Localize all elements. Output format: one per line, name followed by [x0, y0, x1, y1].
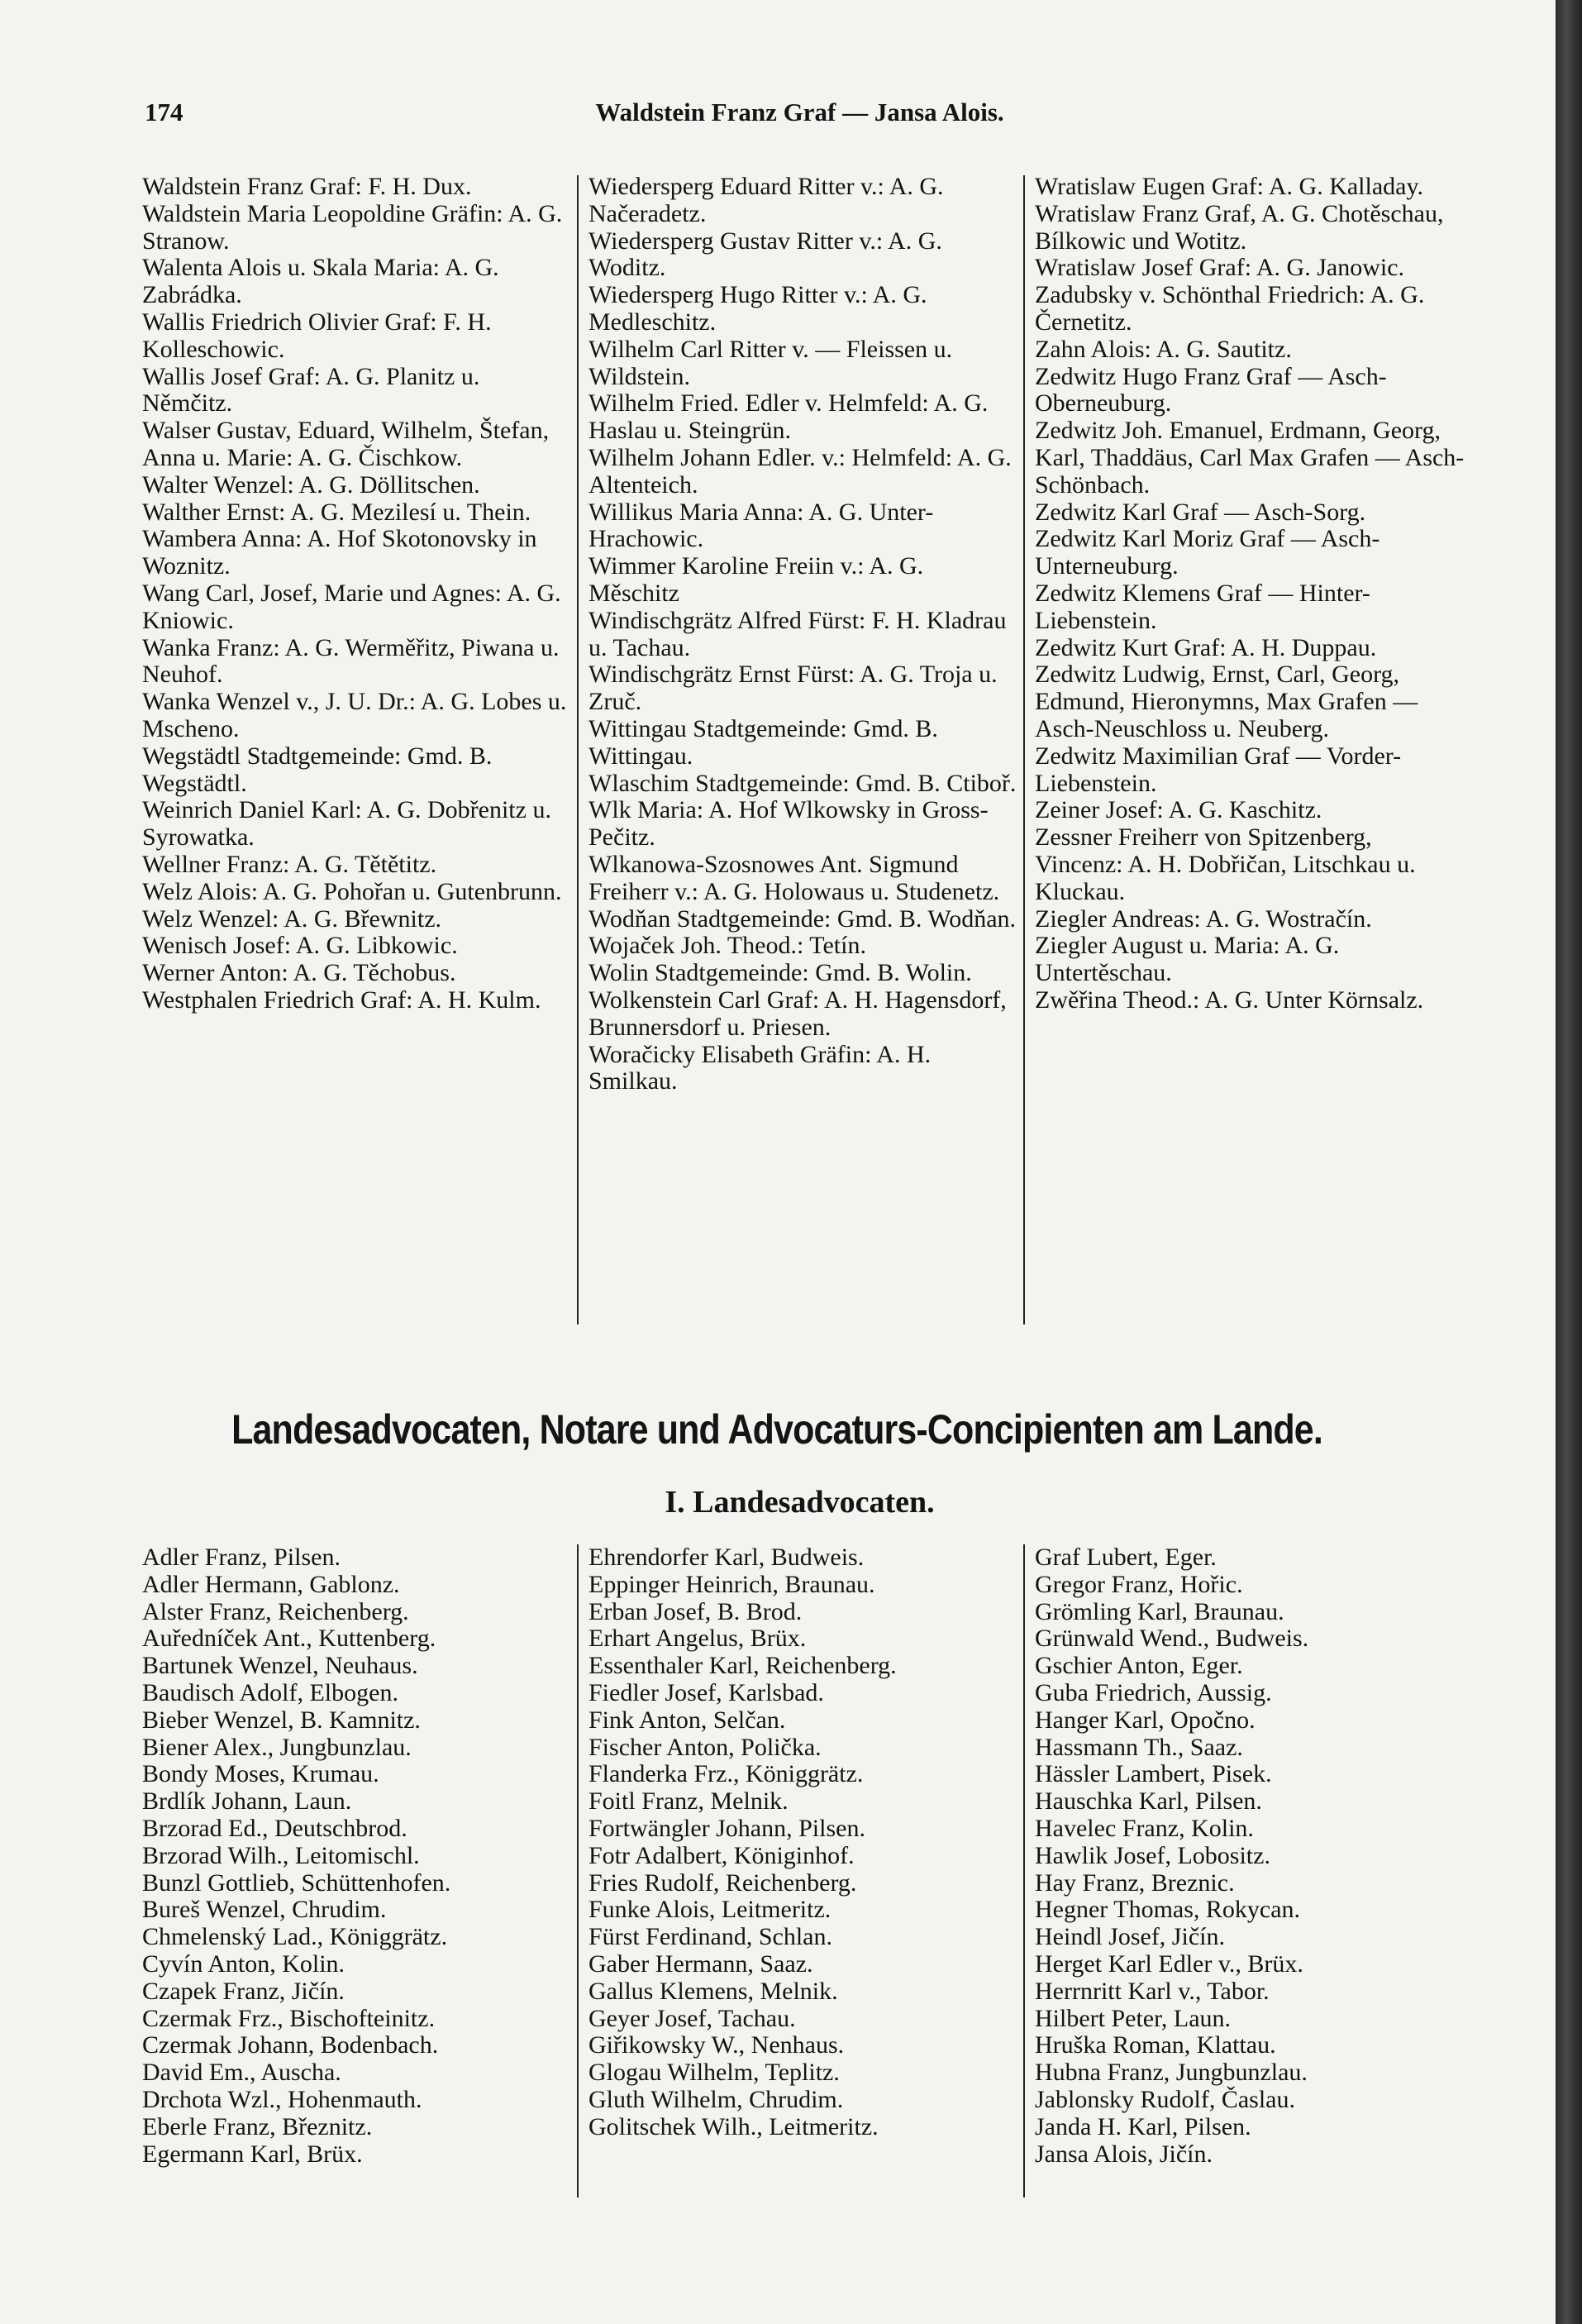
register-entry: Werner Anton: A. G. Těchobus. [142, 959, 456, 987]
register-entry: Wanka Franz: A. G. Werměřitz, Piwana u. Neuhof. [142, 633, 560, 689]
register-entry: Windischgrätz Ernst Fürst: A. G. Troja u. Zruč. [588, 661, 998, 716]
register-entry: Zadubsky v. Schönthal Friedrich: A. G. Černetitz. [1035, 281, 1425, 336]
register-entry: Auředníček Ant., Kuttenberg. [142, 1625, 436, 1653]
register-entry: Czermak Johann, Bodenbach. [142, 2031, 439, 2059]
register-entry: Walther Ernst: A. G. Mezilesí u. Thein. [142, 498, 531, 526]
register-entry: Zedwitz Karl Moriz Graf — Asch-Unterneuburg. [1035, 525, 1380, 580]
register-entry: Essenthaler Karl, Reichenberg. [588, 1652, 897, 1680]
register-entry: David Em., Auscha. [142, 2059, 341, 2087]
register-entry: Hassmann Th., Saaz. [1035, 1733, 1243, 1761]
register-entry: Zedwitz Maximilian Graf — Vorder-Liebenstein. [1035, 742, 1402, 797]
register-entry: Waldstein Franz Graf: F. H. Dux. [142, 173, 472, 200]
register-entry: Ehrendorfer Karl, Budweis. [588, 1544, 865, 1571]
register-entry: Grömling Karl, Braunau. [1035, 1597, 1284, 1625]
register-entry: Bureš Wenzel, Chrudim. [142, 1896, 387, 1924]
register-entry: Gschier Anton, Eger. [1035, 1652, 1243, 1680]
register-entry: Havelec Franz, Kolin. [1035, 1814, 1254, 1842]
column-divider [577, 1544, 579, 2198]
register-entry: Foitl Franz, Melnik. [588, 1787, 789, 1816]
register-entry: Heindl Josef, Jičín. [1035, 1923, 1225, 1951]
register-entry: Gluth Wilhelm, Chrudim. [588, 2085, 844, 2113]
register-entry: Zedwitz Ludwig, Ernst, Carl, Georg, Edmund, Hieronymns, Max Grafen — Asch-Neuschloss u. Neuberg. [1035, 661, 1418, 742]
register-entry: Fortwängler Johann, Pilsen. [588, 1814, 865, 1842]
advocate-column-2 [588, 1544, 1018, 2141]
register-entry: Walter Wenzel: A. G. Döllitschen. [142, 470, 480, 499]
register-entry: Wratislaw Eugen Graf: A. G. Kalladay. [1035, 173, 1424, 200]
column-divider [577, 175, 579, 1324]
register-entry: Bondy Moses, Krumau. [142, 1760, 379, 1788]
page-header [145, 98, 1455, 136]
register-entry: Wlkanowa-Szosnowes Ant. Sigmund Freiherr v.: A. G. Holowaus u. Studenetz. [588, 850, 1000, 905]
register-entry: Woračicky Elisabeth Gräfin: A. H. Smilkau. [588, 1040, 932, 1095]
register-entry: Zedwitz Hugo Franz Graf — Asch-Oberneuburg. [1035, 362, 1387, 418]
register-entry: Walenta Alois u. Skala Maria: A. G. Zabrádka. [142, 254, 499, 309]
register-entry: Hawlik Josef, Lobositz. [1035, 1841, 1270, 1869]
register-entry: Zahn Alois: A. G. Sautitz. [1035, 335, 1292, 363]
register-entry: Egermann Karl, Brüx. [142, 2140, 363, 2168]
register-entry: Geyer Josef, Tachau. [588, 2004, 796, 2032]
register-entry: Chmelenský Lad., Königgrätz. [142, 1923, 448, 1951]
register-entry: Funke Alois, Leitmeritz. [588, 1896, 832, 1924]
register-entry: Hilbert Peter, Laun. [1035, 2004, 1232, 2032]
register-entry: Bieber Wenzel, B. Kamnitz. [142, 1706, 421, 1734]
register-entry: Wodňan Stadtgemeinde: Gmd. B. Wodňan. [588, 904, 1017, 933]
register-entry: Wang Carl, Josef, Marie und Agnes: A. G. Kniowic. [142, 579, 561, 634]
register-entry: Gaber Hermann, Saaz. [588, 1949, 813, 1978]
register-entry: Wojaček Joh. Theod.: Tetín. [588, 932, 866, 960]
register-entry: Fürst Ferdinand, Schlan. [588, 1923, 832, 1951]
register-entry: Czapek Franz, Jičín. [142, 1977, 345, 2005]
register-entry: Guba Friedrich, Aussig. [1035, 1678, 1272, 1706]
advocate-column-3 [1035, 1544, 1465, 2168]
register-entry: Adler Hermann, Gablonz. [142, 1570, 400, 1598]
register-entry: Westphalen Friedrich Graf: A. H. Kulm. [142, 985, 541, 1014]
register-entry: Wiedersperg Gustav Ritter v.: A. G. Woditz. [588, 227, 942, 282]
subsection-title: I. Landesadvocaten. [665, 1485, 935, 1520]
register-entry: Jablonsky Rudolf, Časlau. [1035, 2085, 1295, 2113]
register-entry: Fiedler Josef, Karlsbad. [588, 1678, 824, 1706]
register-column-1 [142, 174, 574, 1014]
register-entry: Willikus Maria Anna: A. G. Unter-Hrachowic. [588, 498, 934, 553]
register-entry: Hay Franz, Breznic. [1035, 1868, 1235, 1897]
register-entry: Welz Wenzel: A. G. Břewnitz. [142, 904, 442, 933]
register-entry: Zedwitz Karl Graf — Asch-Sorg. [1035, 498, 1366, 526]
register-entry: Zedwitz Joh. Emanuel, Erdmann, Georg, Karl, Thaddäus, Carl Max Grafen — Asch-Schönbach. [1035, 417, 1465, 499]
register-entry: Fischer Anton, Polička. [588, 1733, 822, 1761]
section-title: Landesadvocaten, Notare und Advocaturs-Concipienten am Lande. [231, 1406, 1322, 1453]
register-entry: Wenisch Josef: A. G. Libkowic. [142, 932, 458, 960]
register-entry: Giřikowsky W., Nenhaus. [588, 2031, 845, 2059]
register-entry: Wallis Josef Graf: A. G. Planitz u. Němčitz. [142, 362, 480, 418]
register-entry: Grünwald Wend., Budweis. [1035, 1625, 1309, 1653]
register-entry: Herget Karl Edler v., Brüx. [1035, 1949, 1303, 1978]
register-entry: Fotr Adalbert, Königinhof. [588, 1841, 855, 1869]
register-entry: Gregor Franz, Hořic. [1035, 1570, 1243, 1598]
register-entry: Wallis Friedrich Olivier Graf: F. H. Kolleschowic. [142, 308, 492, 363]
register-entry: Wiedersperg Eduard Ritter v.: A. G. Načeradetz. [588, 173, 944, 227]
register-entry: Zessner Freiherr von Spitzenberg, Vincenz: A. H. Dobřičan, Litschkau u. Kluckau. [1035, 823, 1416, 905]
register-entry: Zedwitz Kurt Graf: A. H. Duppau. [1035, 633, 1377, 661]
register-entry: Jansa Alois, Jičín. [1035, 2140, 1213, 2168]
register-entry: Hauschka Karl, Pilsen. [1035, 1787, 1262, 1816]
register-entry: Wittingau Stadtgemeinde: Gmd. B. Wittingau. [588, 714, 938, 770]
register-entry: Wlk Maria: A. Hof Wlkowsky in Gross-Pečitz. [588, 796, 989, 852]
register-entry: Erban Josef, B. Brod. [588, 1597, 803, 1625]
register-entry: Herrnritt Karl v., Tabor. [1035, 1977, 1270, 2005]
register-entry: Flanderka Frz., Königgrätz. [588, 1760, 864, 1788]
register-entry: Fries Rudolf, Reichenberg. [588, 1868, 857, 1897]
register-entry: Wiedersperg Hugo Ritter v.: A. G. Medleschitz. [588, 281, 927, 336]
register-entry: Gallus Klemens, Melnik. [588, 1977, 838, 2005]
register-entry: Brzorad Ed., Deutschbrod. [142, 1814, 407, 1842]
register-entry: Adler Franz, Pilsen. [142, 1544, 341, 1571]
column-divider [1023, 1544, 1025, 2198]
column-divider [1023, 175, 1025, 1324]
register-entry: Alster Franz, Reichenberg. [142, 1597, 409, 1625]
register-entry: Zeiner Josef: A. G. Kaschitz. [1035, 796, 1322, 824]
register-entry: Wilhelm Fried. Edler v. Helmfeld: A. G. Haslau u. Steingrün. [588, 389, 989, 445]
register-entry: Brdlík Johann, Laun. [142, 1787, 352, 1816]
register-entry: Windischgrätz Alfred Fürst: F. H. Kladrau u. Tachau. [588, 606, 1007, 661]
register-entry: Wratislaw Franz Graf, A. G. Chotěschau, Bílkowic und Wotitz. [1035, 199, 1444, 255]
register-entry: Wellner Franz: A. G. Tětětitz. [142, 850, 437, 878]
register-entry: Baudisch Adolf, Elbogen. [142, 1678, 398, 1706]
register-entry: Golitschek Wilh., Leitmeritz. [588, 2112, 879, 2140]
register-entry: Bunzl Gottlieb, Schüttenhofen. [142, 1868, 451, 1897]
register-entry: Bartunek Wenzel, Neuhaus. [142, 1652, 418, 1680]
page-number: 174 [145, 98, 183, 126]
register-entry: Graf Lubert, Eger. [1035, 1544, 1217, 1571]
register-entry: Wimmer Karoline Freiin v.: A. G. Měschitz [588, 552, 924, 607]
register-entry: Ziegler August u. Maria: A. G. Untertěschau. [1035, 932, 1340, 987]
register-entry: Hanger Karl, Opočno. [1035, 1706, 1256, 1734]
register-entry: Czermak Frz., Bischofteinitz. [142, 2004, 436, 2032]
register-entry: Hegner Thomas, Rokycan. [1035, 1896, 1301, 1924]
register-entry: Wolkenstein Carl Graf: A. H. Hagensdorf, Brunnersdorf u. Priesen. [588, 985, 1007, 1041]
register-entry: Wambera Anna: A. Hof Skotonovsky in Woznitz. [142, 525, 537, 580]
register-entry: Wanka Wenzel v., J. U. Dr.: A. G. Lobes u. Mscheno. [142, 688, 567, 742]
register-entry: Janda H. Karl, Pilsen. [1035, 2112, 1251, 2140]
register-entry: Weinrich Daniel Karl: A. G. Dobřenitz u. Syrowatka. [142, 796, 551, 852]
advocate-column-1 [142, 1544, 574, 2168]
register-entry: Glogau Wilhelm, Teplitz. [588, 2059, 840, 2087]
register-column-2 [588, 174, 1018, 1095]
register-entry: Wilhelm Carl Ritter v. — Fleissen u. Wildstein. [588, 335, 953, 390]
register-entry: Wegstädtl Stadtgemeinde: Gmd. B. Wegstädtl. [142, 742, 493, 797]
register-entry: Zwěřina Theod.: A. G. Unter Körnsalz. [1035, 985, 1424, 1014]
running-title: Waldstein Franz Graf — Jansa Alois. [595, 98, 1004, 126]
book-edge [1556, 0, 1582, 2324]
register-column-3 [1035, 174, 1465, 1014]
register-entry: Eppinger Heinrich, Braunau. [588, 1570, 875, 1598]
register-entry: Drchota Wzl., Hohenmauth. [142, 2085, 422, 2113]
register-entry: Welz Alois: A. G. Pohořan u. Gutenbrunn. [142, 877, 562, 905]
register-entry: Wlaschim Stadtgemeinde: Gmd. B. Ctiboř. [588, 769, 1017, 797]
register-entry: Ziegler Andreas: A. G. Wostračín. [1035, 904, 1372, 933]
register-entry: Wratislaw Josef Graf: A. G. Janowic. [1035, 254, 1405, 282]
register-entry: Waldstein Maria Leopoldine Gräfin: A. G. Stranow. [142, 199, 563, 255]
register-entry: Erhart Angelus, Brüx. [588, 1625, 807, 1653]
register-entry: Eberle Franz, Březnitz. [142, 2112, 373, 2140]
register-entry: Wilhelm Johann Edler. v.: Helmfeld: A. G. Altenteich. [588, 443, 1012, 499]
register-entry: Fink Anton, Selčan. [588, 1706, 786, 1734]
register-entry: Cyvín Anton, Kolin. [142, 1949, 345, 1978]
register-entry: Wolin Stadtgemeinde: Gmd. B. Wolin. [588, 959, 972, 987]
register-entry: Hruška Roman, Klattau. [1035, 2031, 1276, 2059]
register-entry: Walser Gustav, Eduard, Wilhelm, Štefan, Anna u. Marie: A. G. Čischkow. [142, 417, 550, 471]
register-entry: Hubna Franz, Jungbunzlau. [1035, 2059, 1308, 2087]
register-entry: Zedwitz Klemens Graf — Hinter-Liebenstein. [1035, 579, 1370, 634]
register-entry: Biener Alex., Jungbunzlau. [142, 1733, 412, 1761]
register-entry: Brzorad Wilh., Leitomischl. [142, 1841, 420, 1869]
register-entry: Hässler Lambert, Pisek. [1035, 1760, 1272, 1788]
